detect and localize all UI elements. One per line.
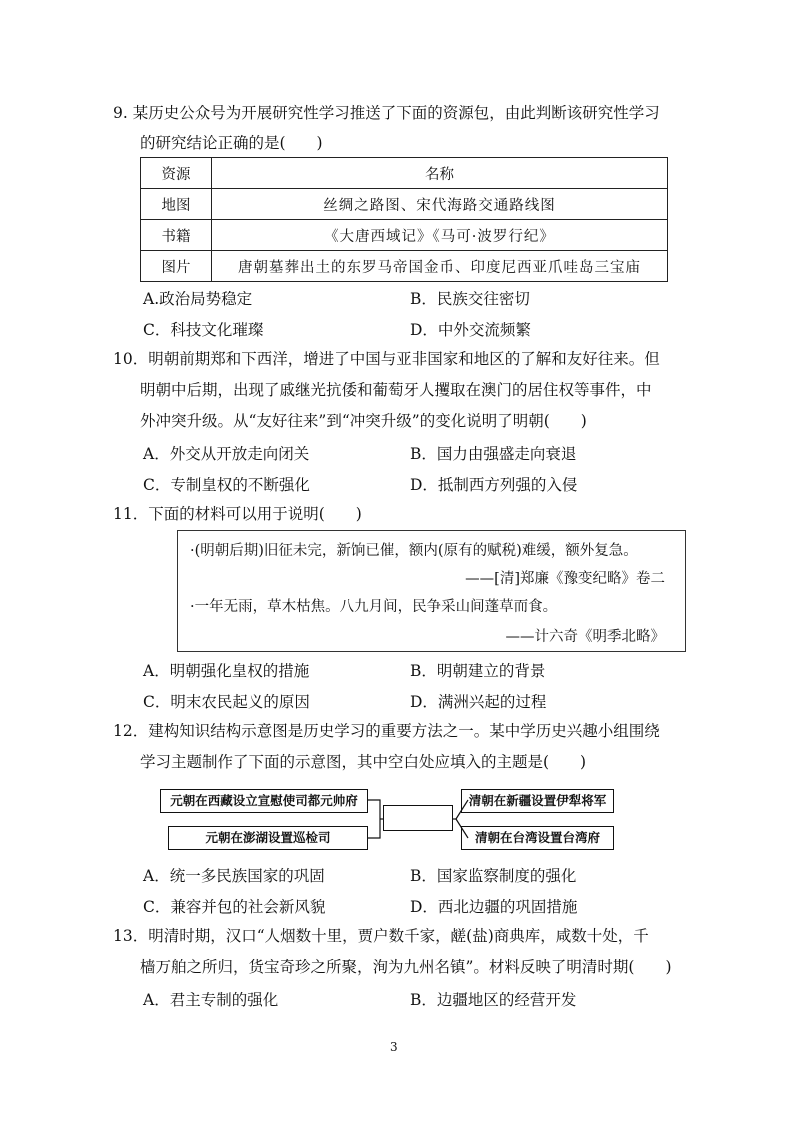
- table-header-cell: 名称: [212, 158, 668, 189]
- q12-structure-diagram: [160, 788, 620, 850]
- diagram-box-left-bottom: 元朝在澎湖设置巡检司: [168, 826, 368, 850]
- table-cell: 地图: [141, 189, 212, 220]
- q12-stem-line2: 学习主题制作了下面的示意图，其中空白处应填入的主题是( ): [140, 753, 587, 771]
- q9-option-a[interactable]: A.政治局势稳定: [143, 290, 253, 308]
- diagram-box-right-bottom: 清朝在台湾设置台湾府: [461, 826, 614, 850]
- q12-option-d[interactable]: D．西北边疆的巩固措施: [410, 898, 578, 916]
- q10-option-c[interactable]: C．专制皇权的不断强化: [143, 476, 310, 494]
- q9-option-d[interactable]: D．中外交流频繁: [410, 321, 531, 339]
- material-quote-1: ·(明朝后期)旧征未完，新饷已催，额内(原有的赋税)难缓，额外复急。: [190, 543, 638, 559]
- q12-stem-line1: 12．建构知识结构示意图是历史学习的重要方法之一。某中学历史兴趣小组围绕: [113, 722, 660, 740]
- diagram-blank-center-box[interactable]: [383, 805, 453, 831]
- diagram-box-left-top: 元朝在西藏设立宣慰使司都元帅府: [160, 789, 368, 813]
- table-cell: 图片: [141, 251, 212, 282]
- q11-option-a[interactable]: A．明朝强化皇权的措施: [143, 662, 310, 680]
- q10-stem-line2: 明朝中后期，出现了戚继光抗倭和葡萄牙人攫取在澳门的居住权等事件，中: [140, 381, 652, 399]
- q12-option-c[interactable]: C．兼容并包的社会新风貌: [143, 898, 326, 916]
- material-source-2: ——计六奇《明季北略》: [505, 629, 665, 645]
- q11-option-d[interactable]: D．满洲兴起的过程: [410, 693, 547, 711]
- q10-stem-line1: 10．明朝前期郑和下西洋，增进了中国与亚非国家和地区的了解和友好往来。但: [113, 350, 660, 368]
- q13-stem-line2: 樯万舶之所归，货宝奇珍之所聚，洵为九州名镇”。材料反映了明清时期( ): [140, 958, 672, 976]
- table-header-cell: 资源: [141, 158, 212, 189]
- table-row: [141, 189, 668, 220]
- q9-stem-line1: 9. 某历史公众号为开展研究性学习推送了下面的资源包，由此判断该研究性学习: [113, 104, 660, 122]
- table-cell: 丝绸之路图、宋代海路交通路线图: [212, 189, 668, 220]
- table-row: [141, 220, 668, 251]
- q13-option-b[interactable]: B．边疆地区的经营开发: [410, 991, 577, 1009]
- page-number: 3: [390, 1040, 398, 1054]
- material-source-1: ——[清]郑廉《豫变纪略》卷二: [465, 571, 665, 587]
- q13-stem-line1: 13．明清时期，汉口“人烟数十里，贾户数千家，鹾(盐)商典库，咸数十处，千: [113, 927, 649, 945]
- q11-material-box: [177, 530, 686, 652]
- q12-option-b[interactable]: B．国家监察制度的强化: [410, 867, 577, 885]
- table-header-row: [141, 158, 668, 189]
- q10-option-b[interactable]: B．国力由强盛走向衰退: [410, 445, 577, 463]
- q10-option-d[interactable]: D．抵制西方列强的入侵: [410, 476, 578, 494]
- q9-option-b[interactable]: B．民族交往密切: [410, 290, 530, 308]
- q9-stem-line2: 的研究结论正确的是( ): [140, 134, 323, 152]
- q13-option-a[interactable]: A．君主专制的强化: [143, 991, 279, 1009]
- q10-stem-line3: 外冲突升级。从“友好往来”到“冲突升级”的变化说明了明朝( ): [140, 412, 587, 430]
- table-cell: 《大唐西域记》《马可·波罗行纪》: [212, 220, 668, 251]
- table-row: [141, 251, 668, 282]
- diagram-box-right-top: 清朝在新疆设置伊犁将军: [461, 789, 614, 813]
- table-cell: 书籍: [141, 220, 212, 251]
- q11-option-c[interactable]: C．明末农民起义的原因: [143, 693, 310, 711]
- q11-option-b[interactable]: B．明朝建立的背景: [410, 662, 546, 680]
- q9-option-c[interactable]: C．科技文化璀璨: [143, 321, 264, 339]
- q11-stem: 11．下面的材料可以用于说明( ): [113, 505, 362, 523]
- q10-option-a[interactable]: A．外交从开放走向闭关: [143, 445, 310, 463]
- q9-resource-table: [140, 157, 668, 282]
- material-quote-2: ·一年无雨，草木枯焦。八九月间，民争采山间蓬草而食。: [190, 599, 558, 615]
- table-cell: 唐朝墓葬出土的东罗马帝国金币、印度尼西亚爪哇岛三宝庙: [212, 251, 668, 282]
- q12-option-a[interactable]: A．统一多民族国家的巩固: [143, 867, 325, 885]
